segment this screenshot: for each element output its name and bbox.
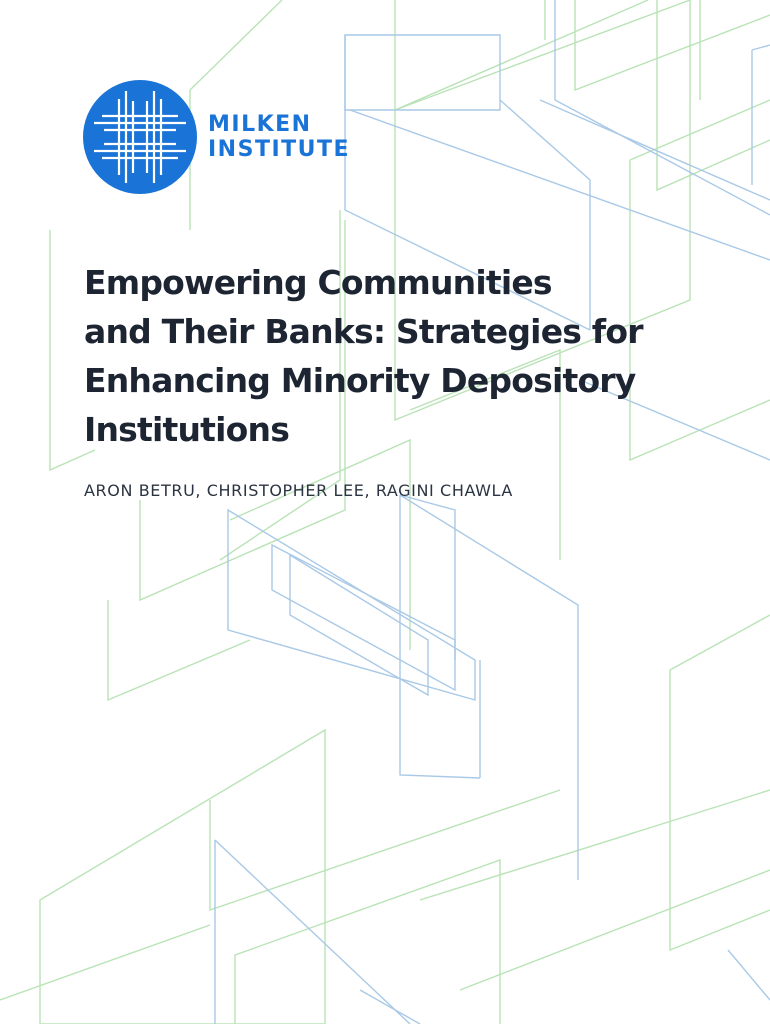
milken-institute-logo-icon <box>82 79 198 195</box>
logo-wordmark-line2: INSTITUTE <box>208 137 351 162</box>
report-title <box>84 258 704 454</box>
report-title-line: Institutions <box>84 410 290 449</box>
report-title-line: Enhancing Minority Depository <box>84 361 636 400</box>
report-authors: ARON BETRU, CHRISTOPHER LEE, RAGINI CHAWLA <box>84 481 513 500</box>
milken-institute-logo[interactable] <box>82 79 351 195</box>
report-title-line: and Their Banks: Strategies for <box>84 312 643 351</box>
logo-wordmark-line1: MILKEN <box>208 112 312 137</box>
report-title-line: Empowering Communities <box>84 263 552 302</box>
